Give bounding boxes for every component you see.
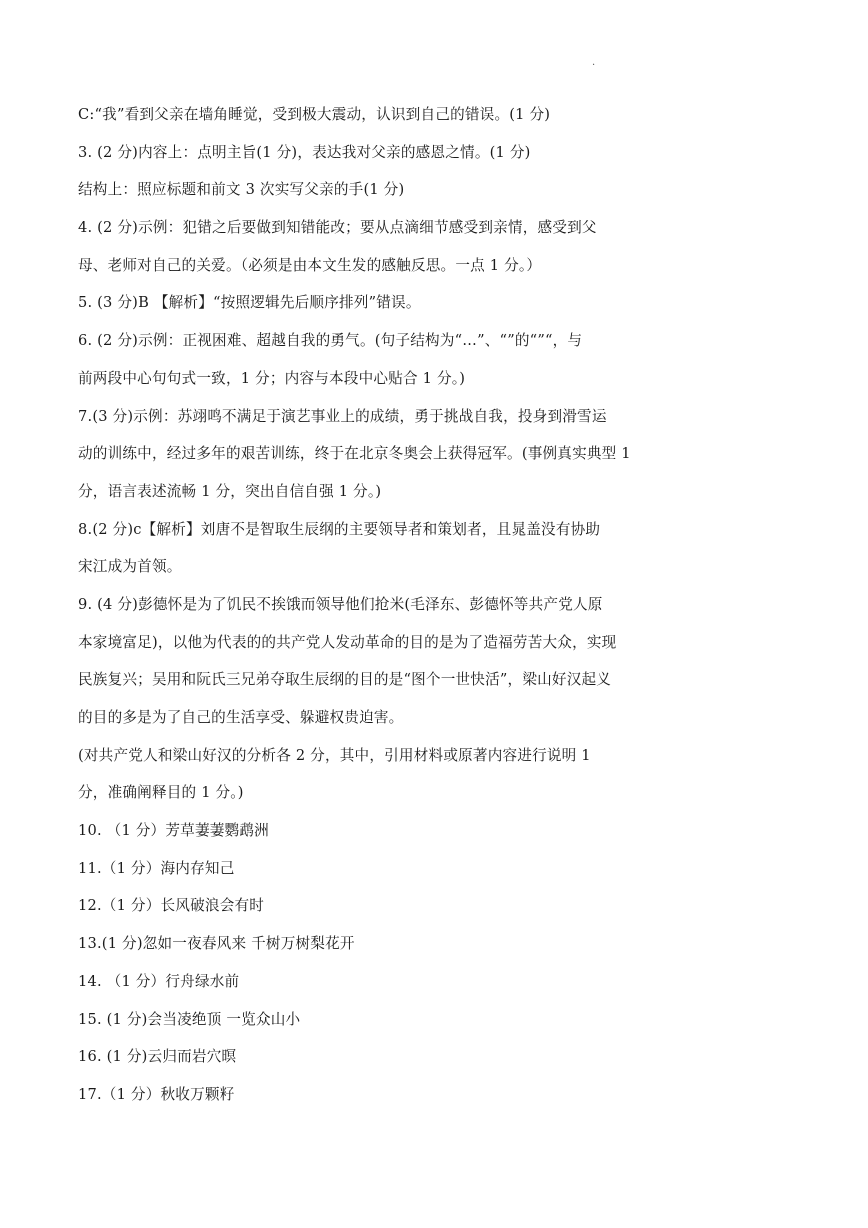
answer-line: 8.(2 分)c【解析】刘唐不是智取生辰纲的主要领导者和策划者，且晁盖没有协助 [78, 520, 601, 538]
answer-line: 12.（1 分）长风破浪会有时 [78, 897, 265, 915]
answer-line: 15. (1 分)会当凌绝顶 一览众山小 [78, 1010, 301, 1028]
answer-line: 母、老师对自己的关爱。（必须是由本文生发的感触反思。一点 1 分。） [78, 256, 542, 274]
answer-line: 11.（1 分）海内存知己 [78, 859, 235, 877]
answer-line: 民族复兴；吴用和阮氏三兄弟夺取生辰纲的目的是“图个一世快活”，梁山好汉起义 [78, 671, 612, 689]
answer-line: 7.(3 分)示例：苏翊鸣不满足于演艺事业上的成绩，勇于挑战自我，投身到滑雪运 [78, 407, 607, 425]
answer-line: 3. (2 分)内容上：点明主旨(1 分)，表达我对父亲的感恩之情。(1 分) [78, 143, 531, 161]
answer-line: 4. (2 分)示例：犯错之后要做到知错能改；要从点滴细节感受到亲情，感受到父 [78, 219, 597, 237]
page-header-mark: . [592, 57, 596, 68]
answer-line: 6. (2 分)示例：正视困难、超越自我的勇气。(句子结构为“…”、“”的“”“，与 [78, 332, 583, 350]
answer-document [78, 102, 848, 1120]
answer-line: C:“我”看到父亲在墙角睡觉，受到极大震动，认识到自己的错误。(1 分) [78, 106, 551, 123]
answer-line: 前两段中心句句式一致，1 分；内容与本段中心贴合 1 分。) [78, 369, 466, 387]
answer-line: (对共产党人和梁山好汉的分析各 2 分，其中，引用材料或原著内容进行说明 1 [78, 746, 591, 764]
answer-line: 16. (1 分)云归而岩穴暝 [78, 1048, 237, 1066]
answer-line: 分，准确阐释目的 1 分。) [78, 784, 244, 802]
answer-line: 的目的多是为了自己的生活享受、躲避权贵迫害。 [78, 709, 404, 726]
answer-line: 13.(1 分)忽如一夜春风来 千树万树梨花开 [78, 935, 355, 953]
answer-line: 本家境富足)，以他为代表的的共产党人发动革命的目的是为了造福劳苦大众，实现 [78, 633, 617, 651]
answer-line: 10. （1 分）芳草萋萋鹦鹉洲 [78, 822, 269, 840]
answer-line: 14. （1 分）行舟绿水前 [78, 972, 240, 990]
answer-line: 5. (3 分)B 【解析】“按照逻辑先后顺序排列”错误。 [78, 294, 421, 312]
answer-line: 宋江成为首领。 [78, 558, 182, 576]
answer-line: 结构上：照应标题和前文 3 次实写父亲的手(1 分) [78, 181, 405, 199]
answer-line: 动的训练中，经过多年的艰苦训练，终于在北京冬奥会上获得冠军。(事例真实典型 1 [78, 445, 631, 463]
answer-line: 分，语言表述流畅 1 分，突出自信自强 1 分。) [78, 482, 382, 500]
answer-line: 17.（1 分）秋收万颗籽 [78, 1085, 235, 1103]
answer-line: 9. (4 分)彭德怀是为了饥民不挨饿而领导他们抢米(毛泽东、彭德怀等共产党人原 [78, 595, 603, 613]
